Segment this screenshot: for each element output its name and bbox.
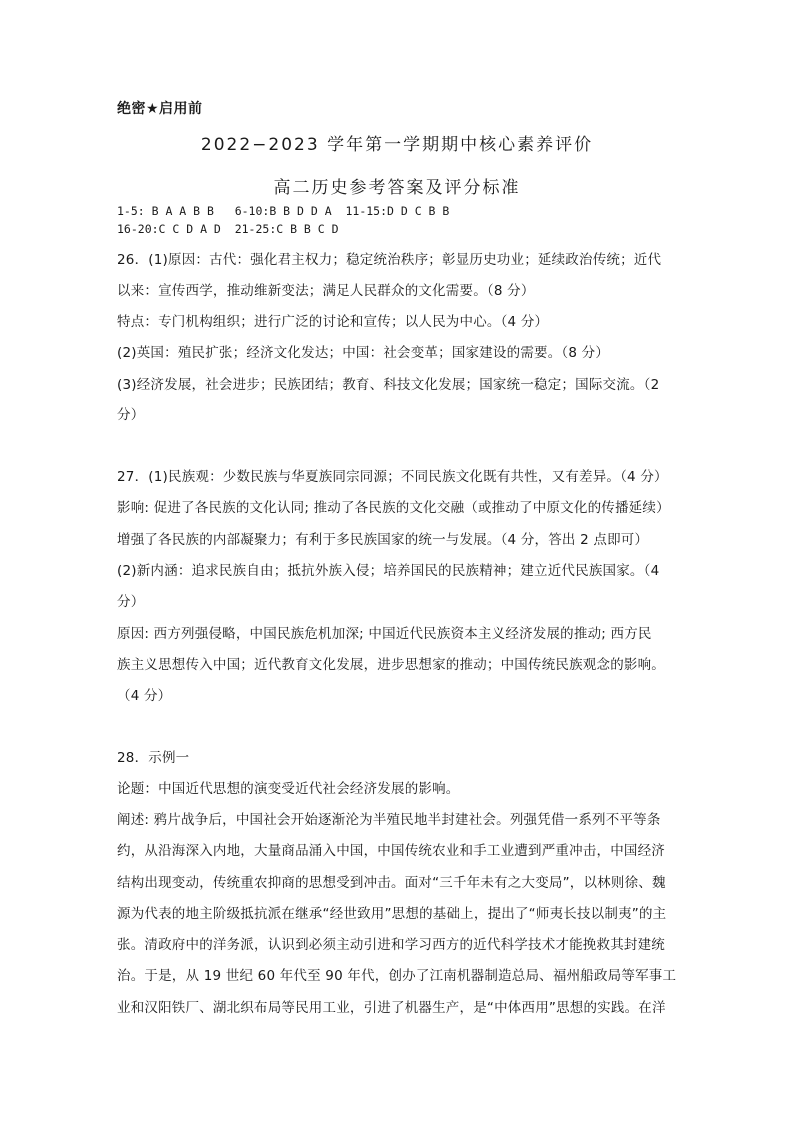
q27-line-8: （4 分） [117,688,172,704]
q28-line-2: 论题：中国近代思想的演变受近代社会经济发展的影响。 [117,781,460,797]
q26-line-5: (3)经济发展，社会进步；民族团结；教育、科技文化发展；国家统一稳定；国际交流。（2 [117,377,660,393]
q26-line-1: 26．(1)原因：古代：强化君主权力；稳定统治秩序；彰显历史功业；延续政治传统；近代 [117,252,662,268]
q26-line-6: 分） [117,407,145,423]
choice-answers-line-1: 1-5: B A A B B 6-10:B B D D A 11-15:D D C B B [117,204,450,218]
q28-line-7: 张。清政府中的洋务派，认识到必须主动引进和学习西方的近代科学技术才能挽救其封建统 [117,937,665,953]
q26-line-4: (2)英国：殖民扩张；经济文化发达；中国：社会变革；国家建设的需要。（8 分） [117,345,610,361]
q27-line-3: 增强了各民族的内部凝聚力；有利于多民族国家的统一与发展。（4 分，答出 2 点即可） [117,532,649,548]
q27-line-5: 分） [117,594,145,610]
q28-line-3: 阐述: 鸦片战争后，中国社会开始逐渐沦为半殖民地半封建社会。列强凭借一系列不平等条 [117,812,661,828]
exam-title: 2022−2023 学年第一学期期中核心素养评价 [200,135,594,155]
q27-line-7: 族主义思想传入中国；近代教育文化发展，进步思想家的推动；中国传统民族观念的影响。 [117,657,665,673]
q28-line-1: 28．示例一 [117,750,190,766]
q28-line-5: 结构出现变动，传统重农抑商的思想受到冲击。面对“三千年未有之大变局”，以林则徐、魏 [117,875,666,891]
q27-line-4: (2)新内涵：追求民族自由；抵抗外族入侵；培养国民的民族精神；建立近代民族国家。（4 [117,563,660,579]
confidential-label: 绝密★启用前 [117,101,203,117]
q27-line-6: 原因: 西方列强侵略，中国民族危机加深; 中国近代民族资本主义经济发展的推动; 西方民 [117,626,652,642]
choice-answers-line-2: 16-20:C C D A D 21-25:C B B C D [117,222,339,236]
q28-line-8: 治。于是，从 19 世纪 60 年代至 90 年代，创办了江南机器制造总局、福州船政局等军事工 [117,968,677,984]
answer-key-title: 高二历史参考答案及评分标准 [273,178,521,198]
q26-line-2: 以来：宣传西学，推动维新变法；满足人民群众的文化需要。（8 分） [117,283,535,299]
q28-line-4: 约，从沿海深入内地，大量商品涌入中国，中国传统农业和手工业遭到严重冲击，中国经济 [117,843,665,859]
q27-line-2: 影响: 促进了各民族的文化认同; 推动了各民族的文化交融（或推动了中原文化的传播延续） [117,500,670,516]
q26-line-3: 特点：专门机构组织；进行广泛的讨论和宣传；以人民为中心。（4 分） [117,314,549,330]
q28-line-6: 源为代表的地主阶级抵抗派在继承“经世致用”思想的基础上，提出了“师夷长技以制夷”的主 [117,906,667,922]
q28-line-9: 业和汉阳铁厂、湖北织布局等民用工业，引进了机器生产，是“中体西用”思想的实践。在洋 [117,1000,666,1016]
q27-line-1: 27．(1)民族观：少数民族与华夏族同宗同源；不同民族文化既有共性，又有差异。（4 分） [117,469,668,485]
